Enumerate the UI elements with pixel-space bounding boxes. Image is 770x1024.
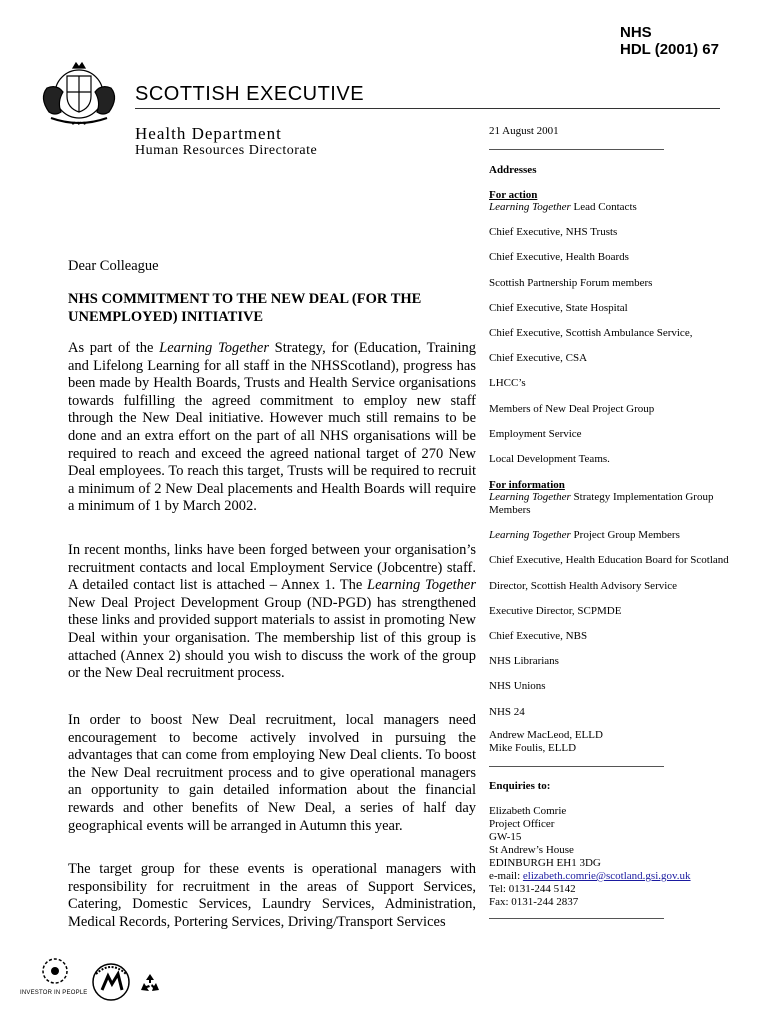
- information-recipient-item: Chief Executive, Health Education Board for Scotland: [489, 554, 729, 567]
- sidebar-divider: [489, 918, 664, 919]
- salutation: Dear Colleague: [68, 258, 159, 274]
- recycle-icon: [138, 972, 162, 996]
- letter-subject: NHS COMMITMENT TO THE NEW DEAL (FOR THE UNEMPLOYED) INITIATIVE: [68, 291, 422, 325]
- contact-city: EDINBURGH EH1 3DG: [489, 857, 601, 869]
- information-recipient-item: Executive Director, SCPMDE: [489, 604, 622, 617]
- signatory-2: Mike Foulis, ELLD: [489, 742, 577, 754]
- information-recipient-item: NHS 24: [489, 705, 525, 718]
- action-recipient-item: Local Development Teams.: [489, 453, 610, 465]
- sidebar-divider: [489, 766, 664, 767]
- information-recipient-item: Director, Scottish Health Advisory Service: [489, 579, 678, 592]
- information-recipient-item: Learning Together Project Group Members: [489, 529, 680, 542]
- paragraph-4: The target group for these events is operational managers with responsibility for recruitment in the areas of Support Services, Catering, Domestic Services, Laundry Services, Administration, Medical Records, Portering Services, Driving/Transport Services: [68, 861, 476, 930]
- sidebar-divider: [489, 149, 664, 150]
- signatory-1: Andrew MacLeod, ELLD: [489, 729, 603, 741]
- action-recipient-item: Learning Together Lead Contacts: [489, 201, 637, 213]
- action-recipient-item: Chief Executive, State Hospital: [489, 301, 628, 314]
- reference-line-1: NHS: [620, 24, 652, 41]
- department-name: Health Department: [135, 124, 282, 143]
- action-recipient-item: Chief Executive, CSA: [489, 352, 588, 365]
- reference-line-2: HDL (2001) 67: [620, 41, 719, 58]
- contact-title: Project Officer: [489, 818, 555, 830]
- letter-date: 21 August 2001: [489, 125, 559, 137]
- information-recipient-item: Learning Together Strategy Implementation Group Members: [489, 491, 714, 516]
- enquiries-heading: Enquiries to:: [489, 780, 551, 792]
- paragraph-1: As part of the Learning Together Strategy, for (Education, Training and Lifelong Learning for all staff in the NHSScotland), progress has been made by Health Boards, Trusts and Health Service organisations towards fulfilling the agreed commitment to employ new staff through the New Deal initiative. However much still remains to be done and an extra effort on the part of all NHS organisations will be required to reach and exceed the agreed national target of 270 New Deal employees. To reach this target, Trusts will be required to recruit a minimum of 2 New Deal placements and Health Boards will require a minimum of 1 by March 2002.: [68, 340, 477, 515]
- directorate-name: Human Resources Directorate: [135, 143, 318, 158]
- signatories: [489, 729, 751, 755]
- information-recipient-item: NHS Librarians: [489, 655, 559, 668]
- contact-tel: Tel: 0131-244 5142: [489, 883, 576, 895]
- header-divider: [135, 108, 720, 109]
- addresses-heading: Addresses: [489, 164, 537, 176]
- positive-about-disabled-people-icon: [88, 960, 134, 1004]
- contact-block: [489, 805, 751, 909]
- information-recipient-item: Chief Executive, NBS: [489, 630, 588, 642]
- circular-reference: [620, 24, 719, 58]
- contact-fax: Fax: 0131-244 2837: [489, 896, 579, 908]
- action-recipient-item: LHCC’s: [489, 377, 526, 390]
- action-recipient-item: Scottish Partnership Forum members: [489, 276, 653, 289]
- action-recipient-item: Members of New Deal Project Group: [489, 402, 655, 415]
- contact-name: Elizabeth Comrie: [489, 805, 567, 817]
- paragraph-3: In order to boost New Deal recruitment, local managers need encouragement to become actively involved in pursuing the advantages that can come from employing New Deal clients. To boost the New Deal recruitment process and to give operational managers an opportunity to gain detailed information about the financial rewards and other benefits of New Deal, a series of half day geographical events will be arranged in Autumn this year.: [68, 712, 476, 834]
- contact-email-line: e-mail: elizabeth.comrie@scotland.gsi.gov.uk: [489, 870, 691, 882]
- action-recipient-item: Employment Service: [489, 427, 582, 440]
- paragraph-2: In recent months, links have been forged between your organisation’s recruitment contacts and local Employment Service (Jobcentre) staff. A detailed contact list is attached – Annex 1. The Learning Together New Deal Project Development Group (ND-PGD) has strengthened these links and provided support materials to assist in promoting New Deal within your organisation. The membership list of this group is attached (Annex 2) should you wish to discuss the work of the group or the New Deal recruitment process.: [68, 542, 476, 682]
- action-recipient-item: Chief Executive, Health Boards: [489, 251, 629, 264]
- organisation-title: SCOTTISH EXECUTIVE: [135, 83, 365, 105]
- contact-room: GW-15: [489, 831, 522, 843]
- for-action-heading: For action: [489, 189, 538, 201]
- action-recipient-item: Chief Executive, Scottish Ambulance Service,: [489, 327, 693, 339]
- contact-building: St Andrew’s House: [489, 844, 574, 856]
- action-recipient-item: Chief Executive, NHS Trusts: [489, 226, 618, 239]
- investor-in-people-label: INVESTOR IN PEOPLE: [20, 990, 88, 996]
- svg-text:❦ ❦ ❦: ❦ ❦ ❦: [71, 121, 87, 127]
- contact-email-link[interactable]: elizabeth.comrie@scotland.gsi.gov.uk: [522, 870, 691, 882]
- royal-coat-of-arms-icon: [33, 58, 125, 130]
- information-recipient-item: NHS Unions: [489, 680, 546, 693]
- for-information-heading: For information: [489, 479, 565, 491]
